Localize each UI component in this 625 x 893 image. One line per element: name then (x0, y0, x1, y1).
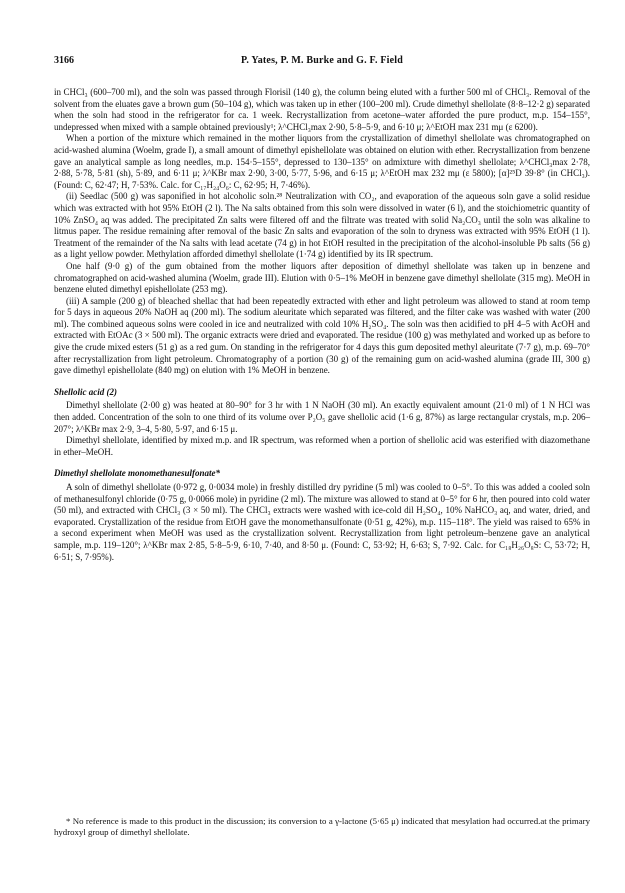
body-paragraph: When a portion of the mixture which remained in the mother liquors from the crystallization of dimethyl shellolate was chromatographed on acid-washed alumina (Woelm, grade I), a small amount of dimethyl epishellolate was obtained on elution with ether. Recrystallization from benzene gave an analytical sample as long needles, m.p. 154·5–155°, depressed to 130–135° on admixture with dimethyl shellolate; λ^CHCl₃max 2·78, 2·88, 5·78, 5·81 (sh), 5·89, and 6·11 μ; λ^KBr max 2·90, 3·00, 5·77, 5·96, and 6·15 μ; λ^EtOH max 232 mμ (ε 5800); [α]²⁵D 39·8° (in CHCl₃). (Found: C, 62·47; H, 7·53%. Calc. for C₁₇H₂₄O₆: C, 62·95; H, 7·46%). (54, 133, 590, 190)
footnote-text: * No reference is made to this product in the discussion; its conversion to a γ-lactone (5·65 μ) indicated that mesylation had occurred.at the primary hydroxyl group of dimethyl shellolate. (54, 816, 590, 837)
page-body (54, 87, 590, 563)
body-paragraph: (iii) A sample (200 g) of bleached shellac that had been repeatedly extracted with ether and light petroleum was allowed to stand at room temp for 5 days in aqueous 20% NaOH aq (200 ml). The sodium aleuritate which separated was filtered, and the filter cake was washed with water (200 ml). The combined aqueous solns were cooled in ice and neutralized with cold 10% H₂SO₄. The soln was then acidified to pH 4–5 with AcOH and extracted with EtOAc (3 × 500 ml). The organic extracts were dried and evaporated. The residue (100 g) was methylated and worked up as before to give the crude mixed esters (51 g) as a red gum. On standing in the refrigerator for 4 days this gum deposited methyl aleuritate (7·7 g), m.p. 69–70° after recrystallization from light petroleum. Chromatography of a portion (30 g) of the remaining gum on acid-washed alumina (grade III, 300 g) gave dimethyl epishellolate (840 mg) on elution with 1% MeOH in benzene. (54, 295, 590, 376)
body-paragraph: Dimethyl shellolate (2·00 g) was heated at 80–90° for 3 hr with 1 N NaOH (30 ml). An exactly equivalent amount (21·0 ml) of 1 N HCl was then added. Concentration of the soln to one third of its volume over P₂O₅ gave shellolic acid (1·6 g, 87%) as large rectangular crystals, m.p. 206–207°; λ^KBr max 2·9, 3–4, 5·80, 5·97, and 6·15 μ. (54, 400, 590, 434)
body-paragraph: in CHCl₃ (600–700 ml), and the soln was passed through Florisil (140 g), the column being eluted with a further 500 ml of CHCl₃. Removal of the solvent from the eluates gave a brown gum (50–104 g), which was taken up in ether (100–200 ml). Crude dimethyl shellolate (8·8–12·2 g) separated when the soln had stood in the refrigerator for ca. 1 week. Recrystallization from acetone–water afforded the pure product, m.p. 154–155°, undepressed when mixed with a sample obtained previously¹; λ^CHCl₃max 2·90, 5·8–5·9, and 6·10 μ; λ^EtOH max 231 mμ (ε 6200). (54, 87, 590, 132)
body-paragraph: (ii) Seedlac (500 g) was saponified in hot alcoholic soln.²⁸ Neutralization with CO₂, and evaporation of the aqueous soln gave a solid residue which was extracted with hot 95% EtOH (2 l). The Na salts obtained from this soln were dissolved in water (6 l), and the stoichiometric quantity of 10% ZnSO₄ aq was added. The precipitated Zn salts were filtered off and the filtrate was treated with solid Na₂CO₃ until the soln was alkaline to litmus paper. The residue remaining after removal of the basic Zn salts and evaporation of the soln to dryness was extracted with 95% EtOH (1 l). Treatment of the remainder of the Na salts with lead acetate (74 g) in hot EtOH resulted in the precipitation of the alcohol-insoluble Pb salts (56 g) as a light yellow powder. Methylation afforded dimethyl shellolate (1·74 g) identified by its IR spectrum. (54, 191, 590, 260)
footnote (54, 816, 590, 838)
body-paragraph: A soln of dimethyl shellolate (0·972 g, 0·0034 mole) in freshly distilled dry pyridine (5 ml) was cooled to 0–5°. To this was added a cooled soln of methanesulfonyl chloride (0·75 g, 0·0066 mole) in pyridine (2 ml). The mixture was allowed to stand at 0–5° for 6 hr, then poured into cold water (50 ml), and extracted with CHCl₃ (3 × 50 ml). The CHCl₃ extracts were washed with ice-cold dil H₂SO₄, 10% NaHCO₃ aq, and water, dried, and evaporated. Crystallization of the residue from EtOH gave the monomethansulfonate (0·51 g, 42%), m.p. 115–118°. The yield was raised to 65% in a second experiment when MeOH was used as the crystallization solvent. Recrystallization from light petroleum–benzene gave an analytical sample, m.p. 119–120°; λ^KBr max 2·85, 5·8–5·9, 6·10, 7·40, and 8·50 μ. (Found: C, 53·92; H, 6·63; S, 7·92. Calc. for C₁₈H₂₆O₈S: C, 53·72; H, 6·51; S, 7·95%). (54, 482, 590, 562)
journal-page (54, 0, 590, 893)
running-head: P. Yates, P. M. Burke and G. F. Field (240, 55, 404, 66)
page-header (54, 55, 590, 69)
body-paragraph: One half (9·0 g) of the gum obtained from the mother liquors after deposition of dimethyl shellolate was taken up in benzene and chromatographed on acid-washed alumina (Woelm, grade III). Elution with 0·5–1% MeOH in benzene gave dimethyl shellolate (315 mg). MeOH in benzene eluted dimethyl epishellolate (253 mg). (54, 260, 590, 295)
section-heading-monomethanesulfonate: Dimethyl shellolate monomethanesulfonate* (54, 468, 221, 479)
body-paragraph: Dimethyl shellolate, identified by mixed m.p. and IR spectrum, was reformed when a portion of shellolic acid was esterified with diazomethane in ether–MeOH. (54, 435, 590, 457)
section-heading-shellolic-acid: Shellolic acid (2) (54, 386, 117, 397)
page-number: 3166 (54, 55, 74, 66)
